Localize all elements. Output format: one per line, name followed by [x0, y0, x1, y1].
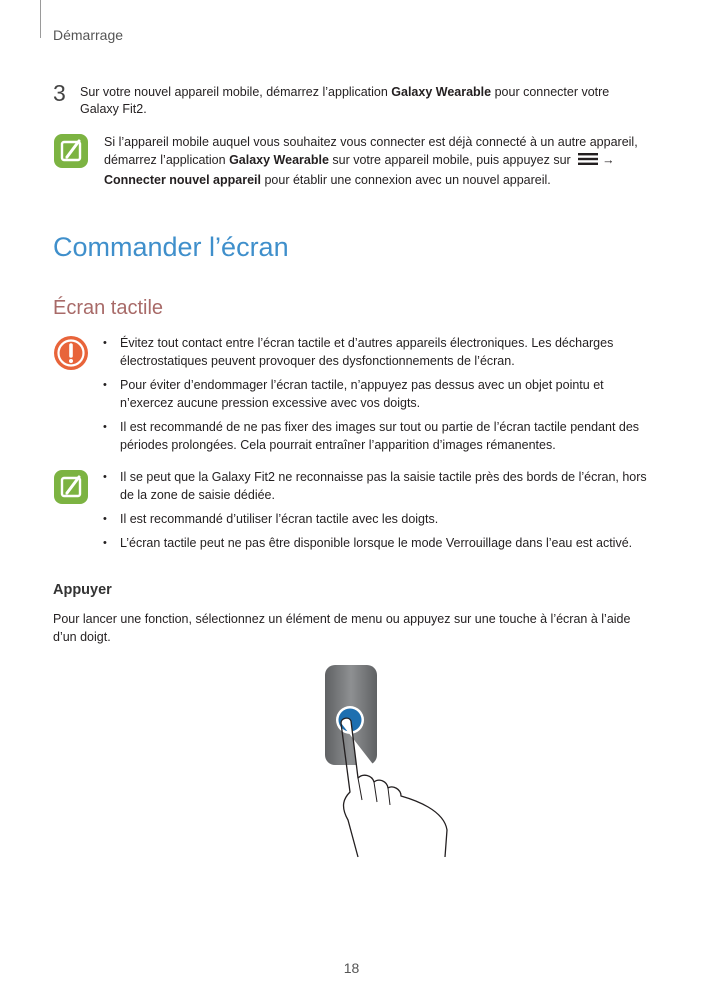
note-1-text-3: pour établir une connexion avec un nouvel appareil.	[260, 173, 551, 187]
list-item: • Il est recommandé de ne pas fixer des images sur tout ou partie de l’écran tactile pendant des périodes prolongées. Cela pourrait entraîner l’apparition d’images rémanentes.	[103, 420, 640, 452]
note-icon	[54, 470, 88, 504]
connect-new-device-label: Connecter nouvel appareil	[104, 173, 261, 187]
menu-icon	[577, 152, 599, 171]
appuyer-text: Pour lancer une fonction, sélectionnez un élément de menu ou appuyez sur une touche à l’écran à l’aide d’un doigt.	[53, 612, 631, 644]
step-3-text-after: pour connecter votre Galaxy Fit2.	[80, 85, 610, 116]
appuyer-title: Appuyer	[53, 582, 112, 598]
note-1-text	[104, 133, 649, 189]
page-header: Démarrage	[53, 27, 124, 43]
subsection-title: Écran tactile	[53, 297, 164, 319]
note-1-app-name: Galaxy Wearable	[229, 153, 329, 167]
note-1-text-2: sur votre appareil mobile, puis appuyez sur	[328, 153, 575, 167]
app-name: Galaxy Wearable	[391, 85, 492, 99]
arrow: →	[602, 153, 615, 167]
header-rule	[40, 0, 41, 38]
page-number: 18	[343, 960, 360, 976]
warning-list	[103, 334, 655, 460]
step-3-text-before: Sur votre nouvel appareil mobile, démarrez l’application	[80, 85, 392, 99]
note-2-list	[103, 468, 655, 558]
warning-icon	[54, 336, 88, 370]
note-icon	[54, 134, 88, 168]
tap-gesture-illustration	[300, 660, 460, 860]
list-item: • Pour éviter d’endommager l’écran tactile, n’appuyez pas dessus avec un objet pointu et n’exercez aucune pression excessive avec vos doigts.	[103, 378, 604, 410]
list-item: • Évitez tout contact entre l’écran tactile et d’autres appareils électroniques. Les décharges électrostatiques peuvent provoquer des dysfonctionnements de l’écran.	[103, 336, 614, 368]
list-item: • L’écran tactile peut ne pas être disponible lorsque le mode Verrouillage dans l’eau est activé.	[103, 536, 633, 550]
step-number: 3	[53, 80, 66, 106]
list-item: • Il est recommandé d’utiliser l’écran tactile avec les doigts.	[103, 512, 439, 526]
note-1-text-1: Si l’appareil mobile auquel vous souhaitez vous connecter est déjà connecté à un autre appareil, démarrez l’application	[104, 135, 638, 167]
section-title: Commander l’écran	[53, 232, 289, 262]
step-3-text	[80, 84, 640, 118]
list-item: • Il se peut que la Galaxy Fit2 ne reconnaisse pas la saisie tactile près des bords de l’écran, hors de la zone de saisie dédiée.	[103, 470, 647, 502]
